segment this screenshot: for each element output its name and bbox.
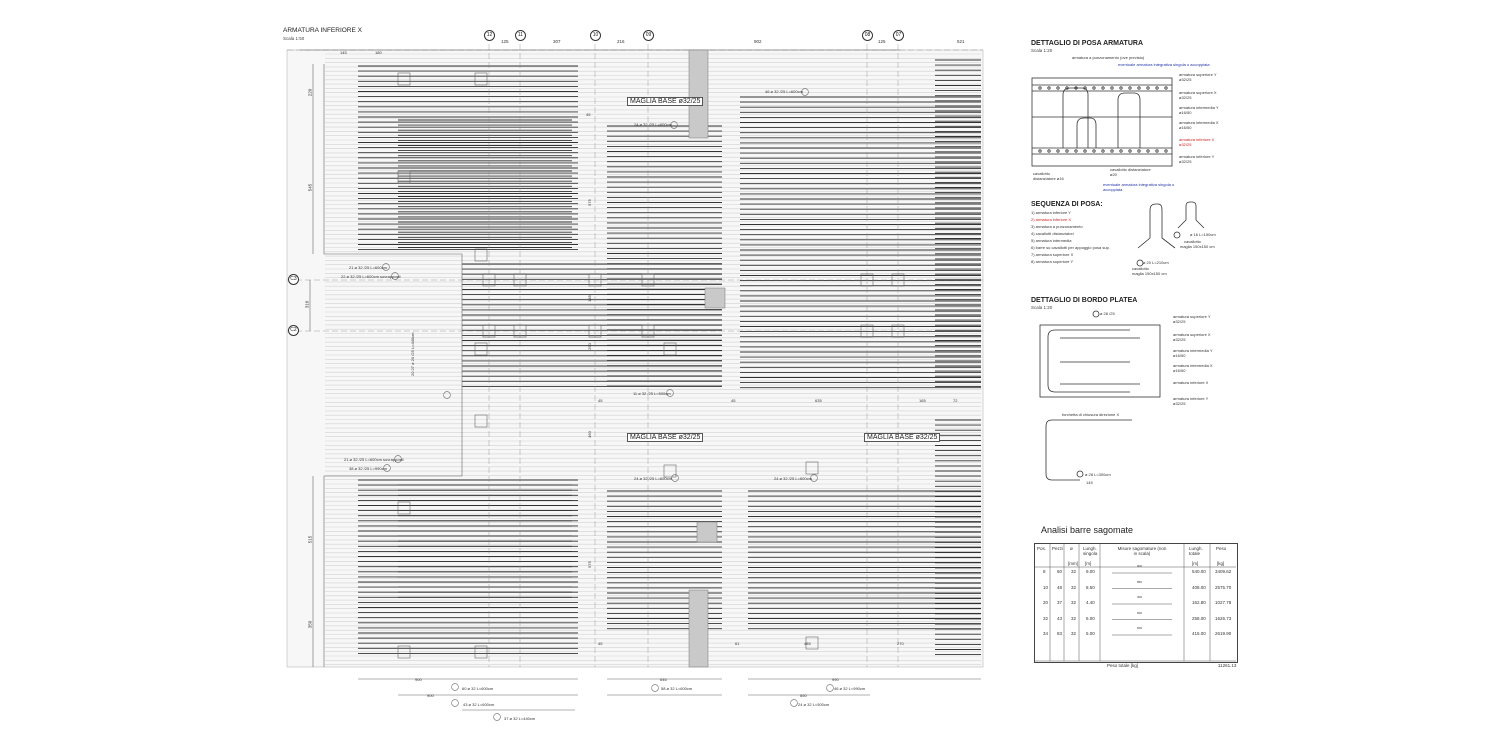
dim-top-left: 180 bbox=[375, 50, 382, 55]
shape-dim: 900 bbox=[1137, 564, 1143, 568]
bar-note: 11 ø 32 /25 L=500cm bbox=[633, 391, 671, 396]
axis-c3: C3 bbox=[288, 274, 299, 285]
dim-inner: 460 bbox=[586, 431, 592, 438]
d1-right: armatura intermedia X bbox=[1179, 120, 1219, 125]
axis-09: 09 bbox=[643, 30, 654, 41]
mesh-label: MAGLIA BASE ø32/25 bbox=[627, 433, 703, 442]
table-cell: 83 bbox=[1057, 631, 1063, 636]
shaft bbox=[697, 522, 717, 542]
dim-inner: 575 bbox=[586, 199, 592, 206]
bar-section bbox=[1093, 150, 1095, 152]
d1-right: ø32/25 bbox=[1179, 77, 1192, 82]
table-cell: 43 bbox=[1057, 615, 1063, 621]
chair bbox=[1118, 93, 1140, 148]
table-cell: 415.00 bbox=[1192, 631, 1206, 636]
d2-right: ø16/50 bbox=[1173, 368, 1186, 373]
dim-top: 125 bbox=[878, 39, 886, 44]
sequence-step: 1) armatura inferiore Y bbox=[1031, 210, 1071, 215]
bar-section bbox=[1057, 87, 1059, 89]
dim-top: 521 bbox=[957, 39, 965, 44]
unit: [m] bbox=[1085, 561, 1092, 566]
table-cell: 1027.78 bbox=[1215, 600, 1232, 605]
table-cell: 3409.62 bbox=[1215, 569, 1232, 574]
chair2-note: maglia 150x150 cm bbox=[1132, 271, 1167, 276]
dim-bottom: 270 bbox=[897, 641, 904, 646]
chair1-note: maglia 150x150 cm bbox=[1180, 244, 1215, 249]
sequence-step: 3) armatura a punzonamento bbox=[1031, 224, 1083, 229]
bar-note: 22 ø 32 /25 L=600cm sovrapposti bbox=[341, 274, 401, 279]
bar-note: 38 ø 32 /25 L=990cm bbox=[349, 466, 387, 471]
bottom-note: 24 ø 32 L=500cm bbox=[798, 702, 830, 707]
bar-section bbox=[1147, 150, 1149, 152]
forchetta-title: forchetta di chiusura direzione X bbox=[1062, 412, 1120, 417]
d1-right: armatura intermedia Y bbox=[1179, 105, 1219, 110]
table-cell: 258.00 bbox=[1192, 615, 1206, 621]
table-cell: 32 bbox=[1071, 600, 1077, 605]
d2-right: armatura intermedia X bbox=[1173, 363, 1213, 368]
forchetta-dim: 145 bbox=[1086, 480, 1093, 485]
bar-id-circle bbox=[1174, 232, 1180, 238]
dim-inner: 145 bbox=[586, 295, 592, 302]
dim-bottom: 45 bbox=[731, 398, 736, 403]
axis-08: 08 bbox=[862, 30, 873, 41]
th-peso: Peso bbox=[1216, 546, 1227, 551]
bottom-dim: 990 bbox=[832, 677, 839, 682]
bar-section bbox=[1120, 87, 1122, 89]
dim-bottom: 61 bbox=[735, 641, 740, 646]
d1-bottom: cavallotto distanziatore ø20 bbox=[1110, 167, 1151, 177]
bar-id-circle bbox=[1093, 311, 1099, 317]
d2-right: armatura inferiore X bbox=[1173, 380, 1209, 385]
footer-label: Peso totale [kg] bbox=[1107, 663, 1139, 668]
table-cell: 408.00 bbox=[1192, 584, 1206, 590]
dim-bottom: 635 bbox=[815, 398, 822, 403]
bar-section bbox=[1102, 87, 1104, 89]
bar-section bbox=[1048, 150, 1050, 152]
bar-note: 21 ø 32 /25 L=600cm sovrapposti bbox=[344, 457, 404, 462]
table-cell: 60 bbox=[1057, 569, 1063, 574]
dim-bottom: 45 bbox=[598, 641, 603, 646]
bar-section bbox=[1120, 150, 1122, 152]
dim-top: 125 bbox=[501, 39, 509, 44]
shaft bbox=[689, 590, 708, 667]
axis-07: 07 bbox=[893, 30, 904, 41]
bottom-note: 43 ø 32 L=600cm bbox=[463, 702, 495, 707]
dim-left: 350 bbox=[307, 620, 313, 629]
detail2-title: DETTAGLIO DI BORDO PLATEA bbox=[1031, 297, 1138, 304]
table-cell: 8 bbox=[1043, 569, 1046, 574]
mesh-label: MAGLIA BASE ø32/25 bbox=[627, 97, 703, 106]
bar-section bbox=[1039, 87, 1041, 89]
bar-section bbox=[1111, 150, 1113, 152]
axis-11: 11 bbox=[515, 30, 526, 41]
d2-right: ø32/25 bbox=[1173, 337, 1186, 342]
chair bbox=[1077, 118, 1096, 148]
bottom-dim: 650 bbox=[800, 693, 807, 698]
shape-dim: 500 bbox=[1137, 626, 1143, 630]
sequence-step: 7) armatura superiore X bbox=[1031, 252, 1074, 257]
table-cell: 540.00 bbox=[1192, 569, 1206, 574]
bar-section bbox=[1111, 87, 1113, 89]
dim-left: 310 bbox=[304, 300, 310, 309]
bar-id-circle bbox=[452, 700, 459, 707]
table-title: Analisi barre sagomate bbox=[1041, 525, 1134, 535]
bar-note: 24 ø 32 /25 L=600cm bbox=[634, 122, 672, 127]
dim-top-left: 145 bbox=[340, 50, 347, 55]
bar-section bbox=[1129, 87, 1131, 89]
axis-10: 10 bbox=[590, 30, 601, 41]
bar-section bbox=[1102, 150, 1104, 152]
table-cell: 48 bbox=[1057, 584, 1063, 590]
bar-id-circle bbox=[827, 685, 834, 692]
unit: [mm] bbox=[1068, 561, 1078, 566]
d2-top-note: ø 28 /25 bbox=[1100, 311, 1115, 316]
bar-id-circle bbox=[494, 714, 501, 721]
bar-section bbox=[1084, 87, 1086, 89]
bar-id-circle bbox=[652, 685, 659, 692]
bar-section bbox=[1048, 87, 1050, 89]
th-misure: Misure sagomature (non in scala) bbox=[1117, 546, 1167, 556]
chair1-note: ø 16 L=150cm bbox=[1190, 232, 1216, 237]
d1-right: armatura inferiore X bbox=[1179, 137, 1215, 142]
dim-top: 216 bbox=[617, 39, 625, 44]
bar-section bbox=[1129, 150, 1131, 152]
bar-section bbox=[1075, 150, 1077, 152]
bottom-note: 46 ø 32 L=990cm bbox=[834, 686, 866, 691]
bar-section bbox=[1057, 150, 1059, 152]
shape-dim: 850 bbox=[1137, 579, 1143, 584]
table-cell: 5.00 bbox=[1086, 631, 1095, 636]
sequence-step: 6) barre su cavallotti per appoggio posa sup. bbox=[1031, 245, 1110, 250]
d1-bottom: cavallotto distanziatore ø16 bbox=[1033, 171, 1064, 181]
bottom-note: 58 ø 32 L=600cm bbox=[661, 686, 693, 691]
sequence-step: 4) cavallotti distanziatori bbox=[1031, 231, 1074, 236]
bars-table bbox=[1034, 543, 1238, 663]
bar-note: 24 ø 32 /25 L=600cm bbox=[634, 476, 672, 481]
sequence-step: 2) armatura inferiore X bbox=[1031, 217, 1072, 222]
shaft bbox=[689, 50, 708, 138]
axis-c2: C2 bbox=[288, 325, 299, 336]
detail1-note: eventuale armatura integrativa singola o accoppiata bbox=[1118, 62, 1210, 67]
d1-right: armatura superiore X bbox=[1179, 90, 1217, 95]
th-pezzi: Pezzi bbox=[1052, 546, 1064, 551]
bar-section bbox=[1156, 87, 1158, 89]
dim-top: 902 bbox=[754, 39, 762, 44]
detail1-title: DETTAGLIO DI POSA ARMATURA bbox=[1031, 40, 1143, 47]
sequence-step: 5) armatura intermedia bbox=[1031, 238, 1072, 243]
table-cell: 6.00 bbox=[1086, 615, 1095, 621]
table-cell: 37 bbox=[1057, 600, 1063, 605]
bar-section bbox=[1093, 87, 1095, 89]
dim-bottom: 485 bbox=[804, 641, 811, 646]
table-cell: 1626.73 bbox=[1215, 615, 1232, 621]
dim-top: 307 bbox=[553, 39, 561, 44]
d1-right: ø32/25 bbox=[1179, 142, 1192, 147]
shape-dim: 300 bbox=[1137, 595, 1143, 599]
chair-shape bbox=[1138, 204, 1175, 248]
table-cell: 32 bbox=[1071, 584, 1077, 590]
bar-section bbox=[1156, 150, 1158, 152]
bar-id-circle bbox=[1077, 471, 1083, 477]
table-cell: 2575.70 bbox=[1215, 584, 1232, 590]
bottom-dim: 900 bbox=[427, 693, 434, 698]
bar-id-circle bbox=[791, 700, 798, 707]
bar-note: 46 ø 32 /25 L=600cm bbox=[765, 89, 803, 94]
table-cell: 162.80 bbox=[1192, 600, 1206, 605]
mesh-label: MAGLIA BASE ø32/25 bbox=[864, 433, 940, 442]
d2-right: armatura superiore X bbox=[1173, 332, 1211, 337]
detail1-scale: Scala 1:20 bbox=[1031, 48, 1053, 53]
th-lungh: Lungh. singola bbox=[1083, 546, 1098, 556]
d1-right: ø32/25 bbox=[1179, 95, 1192, 100]
shaft bbox=[705, 288, 725, 308]
th-lungh-tot: Lungh. totale bbox=[1189, 546, 1203, 556]
table-cell: 32 bbox=[1071, 631, 1077, 636]
d2-right: armatura intermedia Y bbox=[1173, 348, 1213, 353]
th-pos: Pos. bbox=[1037, 546, 1047, 551]
bar-section bbox=[1138, 150, 1140, 152]
bar-note: 21 ø 32 /25 L=600cm bbox=[349, 265, 387, 270]
dim-inner: 250 bbox=[586, 343, 592, 350]
bar-note: 24 ø 32 /25 L=600cm bbox=[774, 476, 812, 481]
bottom-note: 60 ø 32 L=600cm bbox=[462, 686, 494, 691]
d2-right: ø32/25 bbox=[1173, 401, 1186, 406]
dim-bottom: 165 bbox=[919, 398, 926, 403]
plan-title: ARMATURA INFERIORE X bbox=[283, 27, 362, 34]
forchetta bbox=[1046, 420, 1132, 480]
shape-dim: 600 bbox=[1137, 610, 1143, 615]
edge-u-bar bbox=[1048, 330, 1130, 392]
dim-left: 545 bbox=[307, 183, 313, 192]
sequence-step: 8) armatura superiore Y bbox=[1031, 259, 1074, 264]
bar-section bbox=[1165, 150, 1167, 152]
d1-bottom: eventuale armatura integrativa singola o accoppiata bbox=[1103, 182, 1175, 192]
d2-right: ø32/25 bbox=[1173, 319, 1186, 324]
bar-section bbox=[1066, 150, 1068, 152]
bar-section bbox=[1039, 150, 1041, 152]
axis-12: 12 bbox=[484, 30, 495, 41]
bar-id-circle bbox=[452, 684, 459, 691]
table-cell: 34 bbox=[1043, 631, 1049, 636]
d1-right: ø16/50 bbox=[1179, 125, 1192, 130]
dim-inner: 575 bbox=[586, 561, 592, 568]
footer-value: 11261.13 bbox=[1218, 663, 1237, 668]
chair2-note: cavallotto bbox=[1132, 266, 1149, 271]
d2-right: ø16/50 bbox=[1173, 353, 1186, 358]
table-cell: 8.50 bbox=[1086, 584, 1095, 590]
bar-note: 20 27 ø 20 /25 L=440cm bbox=[410, 332, 415, 376]
table-cell: 32 bbox=[1071, 569, 1077, 574]
bottom-note: 37 ø 32 L=440cm bbox=[504, 716, 536, 721]
table-cell: 2619.90 bbox=[1215, 631, 1232, 636]
detail2-scale: Scala 1:20 bbox=[1031, 305, 1053, 310]
table-cell: 20 bbox=[1043, 600, 1049, 605]
bar-section bbox=[1138, 87, 1140, 89]
bottom-dim: 646 bbox=[660, 677, 667, 682]
forchetta-note: ø 28 L=300cm bbox=[1085, 472, 1111, 477]
plan-scale: Scala 1:50 bbox=[283, 36, 305, 41]
d1-right: armatura inferiore Y bbox=[1179, 154, 1215, 159]
dim-inner: 45 bbox=[586, 112, 591, 117]
detail1-note: armatura a punzonamento (ove previsto) bbox=[1072, 55, 1145, 60]
table-cell: 10 bbox=[1043, 584, 1049, 590]
sequence-title: SEQUENZA DI POSA: bbox=[1031, 201, 1103, 208]
d1-right: ø16/50 bbox=[1179, 110, 1192, 115]
chair-shape bbox=[1178, 202, 1204, 228]
table-cell: 32 bbox=[1071, 615, 1077, 621]
d2-right: armatura superiore Y bbox=[1173, 314, 1211, 319]
slab-edge bbox=[1040, 325, 1160, 397]
table-cell: 4.40 bbox=[1086, 600, 1095, 605]
th-diam: ø bbox=[1070, 546, 1073, 551]
chair1-note: cavallotto bbox=[1184, 239, 1201, 244]
dim-bottom: 72 bbox=[953, 398, 958, 403]
bottom-dim: 900 bbox=[415, 677, 422, 682]
d1-right: ø32/25 bbox=[1179, 159, 1192, 164]
bar-section bbox=[1147, 87, 1149, 89]
dim-left: 515 bbox=[307, 535, 313, 544]
unit: [m] bbox=[1192, 561, 1199, 566]
unit: [kg] bbox=[1217, 561, 1225, 566]
bar-section bbox=[1165, 87, 1167, 89]
bar-section bbox=[1084, 150, 1086, 152]
table-cell: 9.00 bbox=[1086, 569, 1095, 574]
table-cell: 32 bbox=[1043, 615, 1049, 621]
chair2-note: ø 20 L=210cm bbox=[1143, 260, 1169, 265]
dim-left: 220 bbox=[307, 88, 313, 97]
d2-right: armatura inferiore Y bbox=[1173, 396, 1209, 401]
dim-bottom: 45 bbox=[598, 398, 603, 403]
d1-right: armatura superiore Y bbox=[1179, 72, 1217, 77]
